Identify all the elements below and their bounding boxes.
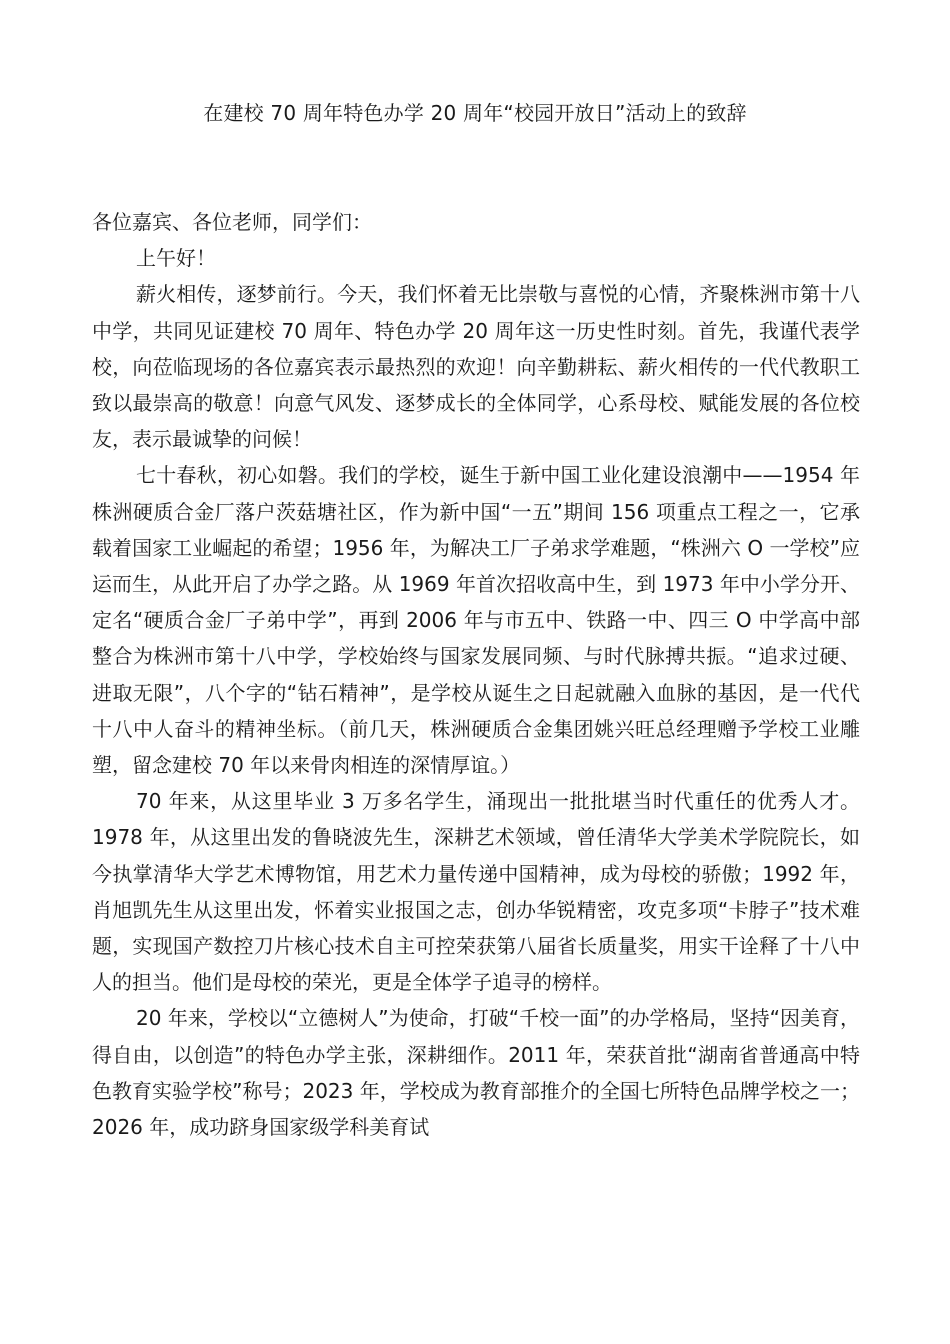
paragraph-alumni: 70 年来，从这里毕业 3 万多名学生，涌现出一批批堪当时代重任的优秀人才。1978 年，从这里出发的鲁晓波先生，深耕艺术领域，曾任清华大学美术学院院长，如今执掌清华大学艺术博物馆，用艺术力量传递中国精神，成为母校的骄傲；1992 年，肖旭凯先生从这里出发，怀着实业报国之志，创办华锐精密，攻克多项“卡脖子”技术难题，实现国产数控刀片核心技术自主可控荣获第八届省长质量奖，用实干诠释了十八中人的担当。他们是母校的荣光，更是全体学子追寻的榜样。 [92,789,860,995]
paragraph-history: 七十春秋，初心如磐。我们的学校，诞生于新中国工业化建设浪潮中——1954 年株洲硬质合金厂落户茨菇塘社区，作为新中国“一五”期间 156 项重点工程之一，它承载着国家工业崛起的希望；1956 年，为解决工厂子弟求学难题，“株洲六 O 一学校”应运而生，从此开启了办学之路。从 1969 年首次招收高中生，到 1973 年中小学分开、定名“硬质合金厂子弟中学”，再到 2006 年与市五中、铁路一中、四三 O 中学高中部整合为株洲市第十八中学，学校始终与国家发展同频、与时代脉搏共振。“追求过硬、进取无限”，八个字的“钻石精神”，是学校从诞生之日起就融入血脉的基因，是一代代十八中人奋斗的精神坐标。（前几天，株洲硬质合金集团姚兴旺总经理赠予学校工业雕塑，留念建校 70 年以来骨肉相连的深情厚谊。） [92,463,860,778]
document-title: 在建校 70 周年特色办学 20 周年“校园开放日”活动上的致辞 [203,101,747,125]
paragraph-greeting: 上午好！ [136,246,216,271]
paragraph-specialty: 20 年来，学校以“立德树人”为使命，打破“千校一面”的办学格局，坚持“因美育，得自由，以创造”的特色办学主张，深耕细作。2011 年，荣获首批“湖南省普通高中特色教育实验学校”称号；2023 年，学校成为教育部推介的全国七所特色品牌学校之一；2026 年，成功跻身国家级学科美育试 [92,1006,860,1140]
salutation: 各位嘉宾、各位老师，同学们： [92,210,372,234]
paragraph-welcome: 薪火相传，逐梦前行。今天，我们怀着无比崇敬与喜悦的心情，齐聚株洲市第十八中学，共同见证建校 70 周年、特色办学 20 周年这一历史性时刻。首先，我谨代表学校，向莅临现场的各位嘉宾表示最热烈的欢迎！向辛勤耕耘、薪火相传的一代代教职工致以最崇高的敬意！向意气风发、逐梦成长的全体同学，心系母校、赋能发展的各位校友，表示最诚挚的问候！ [92,282,860,452]
document-body [92,204,860,1145]
